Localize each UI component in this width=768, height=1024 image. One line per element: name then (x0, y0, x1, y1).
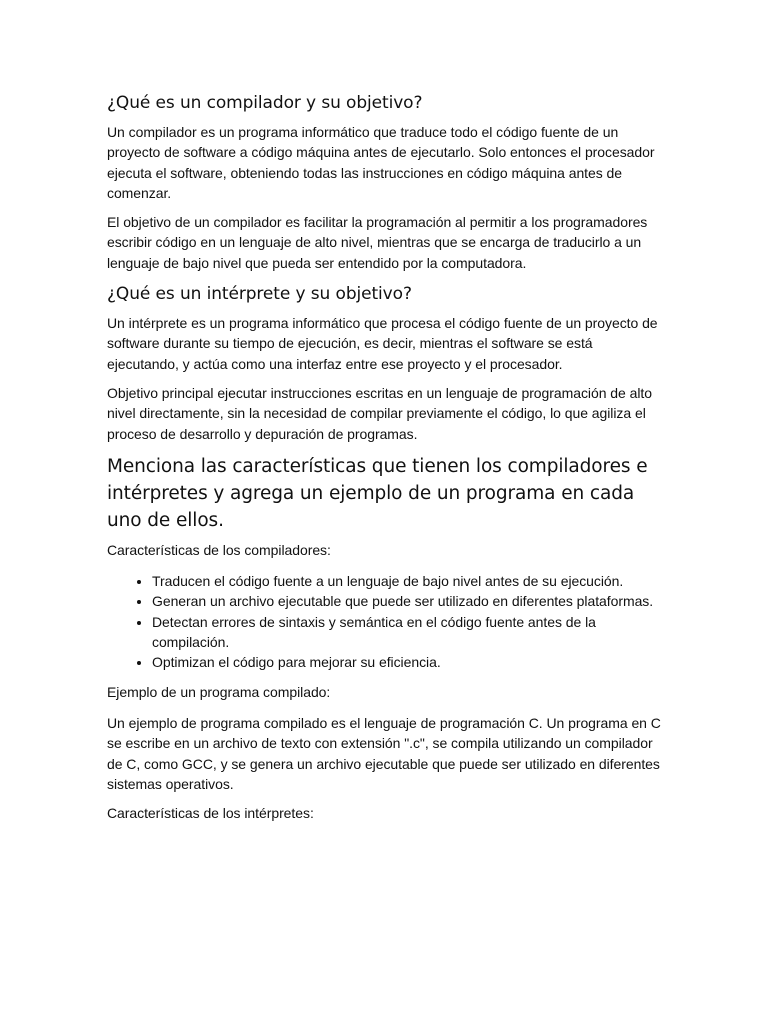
interpreter-paragraph-1: Un intérprete es un programa informático que procesa el código fuente de un proyecto de software durante su tiempo de ejecución, es decir, mientras el software se está ejecutando, y actúa como una interfaz entre ese proyecto y el procesador. (107, 315, 658, 372)
document-body (107, 91, 667, 832)
interpreters-label: Características de los intérpretes: (107, 805, 314, 822)
compiler-paragraph-1: Un compilador es un programa informático que traduce todo el código fuente de un proyecto de software a código máquina antes de ejecutarlo. Solo entonces el procesador ejecuta el software, obteniendo todas las instrucciones en código máquina antes de comenzar. (107, 124, 655, 201)
compiler-heading: ¿Qué es un compilador y su objetivo? (107, 93, 423, 113)
interpreter-heading: ¿Qué es un intérprete y su objetivo? (107, 284, 412, 305)
example-label: Ejemplo de un programa compilado: (107, 683, 331, 700)
compilers-label: Características de los compiladores: (107, 541, 331, 558)
list-item: • Generan un archivo ejecutable que puede ser utilizado en diferentes plataformas. (152, 591, 667, 611)
list-item: • Optimizan el código para mejorar su eficiencia. (152, 652, 667, 672)
characteristics-heading: Menciona las características que tienen los compiladores e intérpretes y agrega un ejemplo de un programa en cada uno de ellos. (107, 455, 648, 531)
example-paragraph: Un ejemplo de programa compilado es el lenguaje de programación C. Un programa en C se escribe en un archivo de texto con extensión ".c", se compila utilizando un compilador de C, como GCC, y se genera un archivo ejecutable que puede ser utilizado en diferentes sistemas operativos. (107, 714, 661, 792)
compiler-paragraph-2: El objetivo de un compilador es facilitar la programación al permitir a los programadores escribir código en un lenguaje de alto nivel, mientras que se encarga de traducirlo a un lenguaje de bajo nivel que pueda ser entendido por la computadora. (107, 214, 648, 271)
interpreter-paragraph-2: Objetivo principal ejecutar instrucciones escritas en un lenguaje de programación de alto nivel directamente, sin la necesidad de compilar previamente el código, lo que agiliza el proceso de desarrollo y depuración de programas. (107, 384, 652, 442)
compilers-list (107, 571, 667, 672)
list-item: • Traducen el código fuente a un lenguaje de bajo nivel antes de su ejecución. (152, 571, 667, 591)
list-item: • Detectan errores de sintaxis y semántica en el código fuente antes de la compilación. (152, 612, 667, 653)
